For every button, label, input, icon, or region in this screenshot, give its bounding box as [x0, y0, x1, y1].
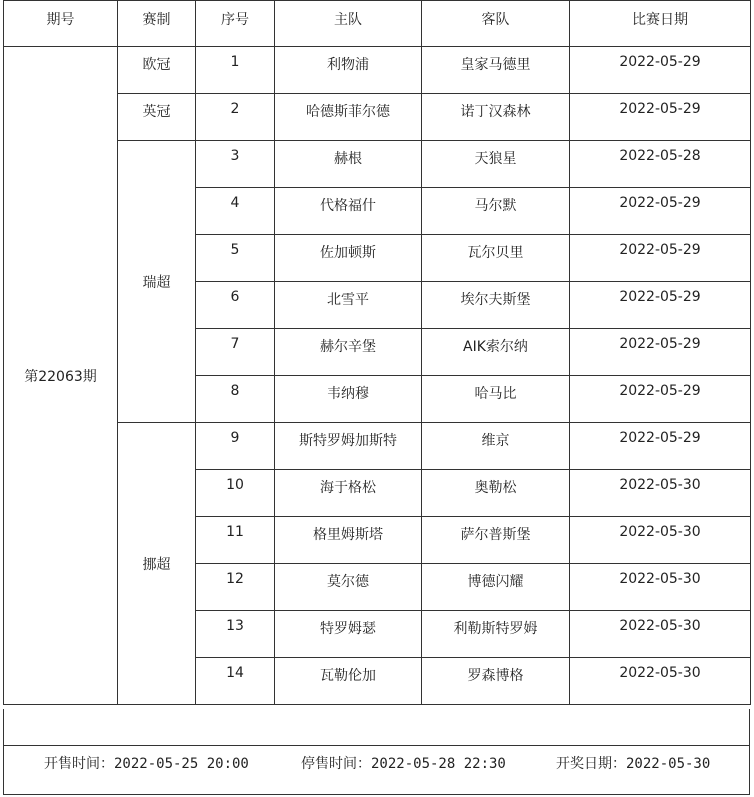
away-cell: 天狼星 — [422, 141, 570, 188]
competition-cell: 欧冠 — [118, 47, 196, 94]
no-cell: 5 — [196, 235, 275, 282]
date-cell: 2022-05-29 — [570, 188, 751, 235]
sale-open-info — [44, 753, 249, 773]
no-cell: 4 — [196, 188, 275, 235]
date-cell: 2022-05-30 — [570, 658, 751, 705]
sale-close-info — [301, 753, 506, 773]
sale-info-footer — [3, 709, 750, 795]
header-date: 比赛日期 — [570, 1, 751, 47]
header-away: 客队 — [422, 1, 570, 47]
date-cell: 2022-05-30 — [570, 564, 751, 611]
date-cell: 2022-05-30 — [570, 470, 751, 517]
home-cell: 代格福什 — [275, 188, 422, 235]
no-cell: 9 — [196, 423, 275, 470]
away-cell: AIK索尔纳 — [422, 329, 570, 376]
no-cell: 2 — [196, 94, 275, 141]
fixtures-table — [3, 0, 751, 705]
home-cell: 赫尔辛堡 — [275, 329, 422, 376]
competition-cell: 瑞超 — [118, 141, 196, 423]
away-cell: 奥勒松 — [422, 470, 570, 517]
no-cell: 13 — [196, 611, 275, 658]
header-home: 主队 — [275, 1, 422, 47]
no-cell: 3 — [196, 141, 275, 188]
header-no: 序号 — [196, 1, 275, 47]
issue-cell: 第22063期 — [4, 47, 118, 705]
no-cell: 6 — [196, 282, 275, 329]
competition-cell: 挪超 — [118, 423, 196, 705]
home-cell: 佐加顿斯 — [275, 235, 422, 282]
away-cell: 诺丁汉森林 — [422, 94, 570, 141]
draw-date-value: 2022-05-30 — [626, 756, 711, 772]
header-competition: 赛制 — [118, 1, 196, 47]
away-cell: 利勒斯特罗姆 — [422, 611, 570, 658]
date-cell: 2022-05-29 — [570, 423, 751, 470]
no-cell: 10 — [196, 470, 275, 517]
sale-close-value: 2022-05-28 22:30 — [371, 756, 506, 772]
home-cell: 格里姆斯塔 — [275, 517, 422, 564]
home-cell: 韦纳穆 — [275, 376, 422, 423]
date-cell: 2022-05-29 — [570, 329, 751, 376]
table-row — [4, 47, 751, 94]
home-cell: 赫根 — [275, 141, 422, 188]
no-cell: 8 — [196, 376, 275, 423]
home-cell: 瓦勒伦加 — [275, 658, 422, 705]
date-cell: 2022-05-30 — [570, 611, 751, 658]
home-cell: 特罗姆瑟 — [275, 611, 422, 658]
date-cell: 2022-05-29 — [570, 376, 751, 423]
no-cell: 11 — [196, 517, 275, 564]
home-cell: 哈德斯菲尔德 — [275, 94, 422, 141]
no-cell: 12 — [196, 564, 275, 611]
no-cell: 14 — [196, 658, 275, 705]
no-cell: 7 — [196, 329, 275, 376]
date-cell: 2022-05-30 — [570, 517, 751, 564]
home-cell: 海于格松 — [275, 470, 422, 517]
sale-close-label: 停售时间： — [301, 756, 371, 772]
home-cell: 利物浦 — [275, 47, 422, 94]
home-cell: 斯特罗姆加斯特 — [275, 423, 422, 470]
home-cell: 莫尔德 — [275, 564, 422, 611]
away-cell: 博德闪耀 — [422, 564, 570, 611]
away-cell: 哈马比 — [422, 376, 570, 423]
date-cell: 2022-05-29 — [570, 282, 751, 329]
away-cell: 马尔默 — [422, 188, 570, 235]
date-cell: 2022-05-28 — [570, 141, 751, 188]
draw-date-info — [556, 753, 710, 773]
header-row — [4, 1, 751, 47]
date-cell: 2022-05-29 — [570, 94, 751, 141]
no-cell: 1 — [196, 47, 275, 94]
away-cell: 皇家马德里 — [422, 47, 570, 94]
sale-open-label: 开售时间： — [44, 756, 114, 772]
header-issue: 期号 — [4, 1, 118, 47]
competition-cell: 英冠 — [118, 94, 196, 141]
away-cell: 萨尔普斯堡 — [422, 517, 570, 564]
date-cell: 2022-05-29 — [570, 47, 751, 94]
footer-divider — [4, 745, 749, 746]
home-cell: 北雪平 — [275, 282, 422, 329]
away-cell: 罗森博格 — [422, 658, 570, 705]
away-cell: 瓦尔贝里 — [422, 235, 570, 282]
sale-open-value: 2022-05-25 20:00 — [114, 756, 249, 772]
away-cell: 维京 — [422, 423, 570, 470]
date-cell: 2022-05-29 — [570, 235, 751, 282]
away-cell: 埃尔夫斯堡 — [422, 282, 570, 329]
draw-date-label: 开奖日期： — [556, 756, 626, 772]
